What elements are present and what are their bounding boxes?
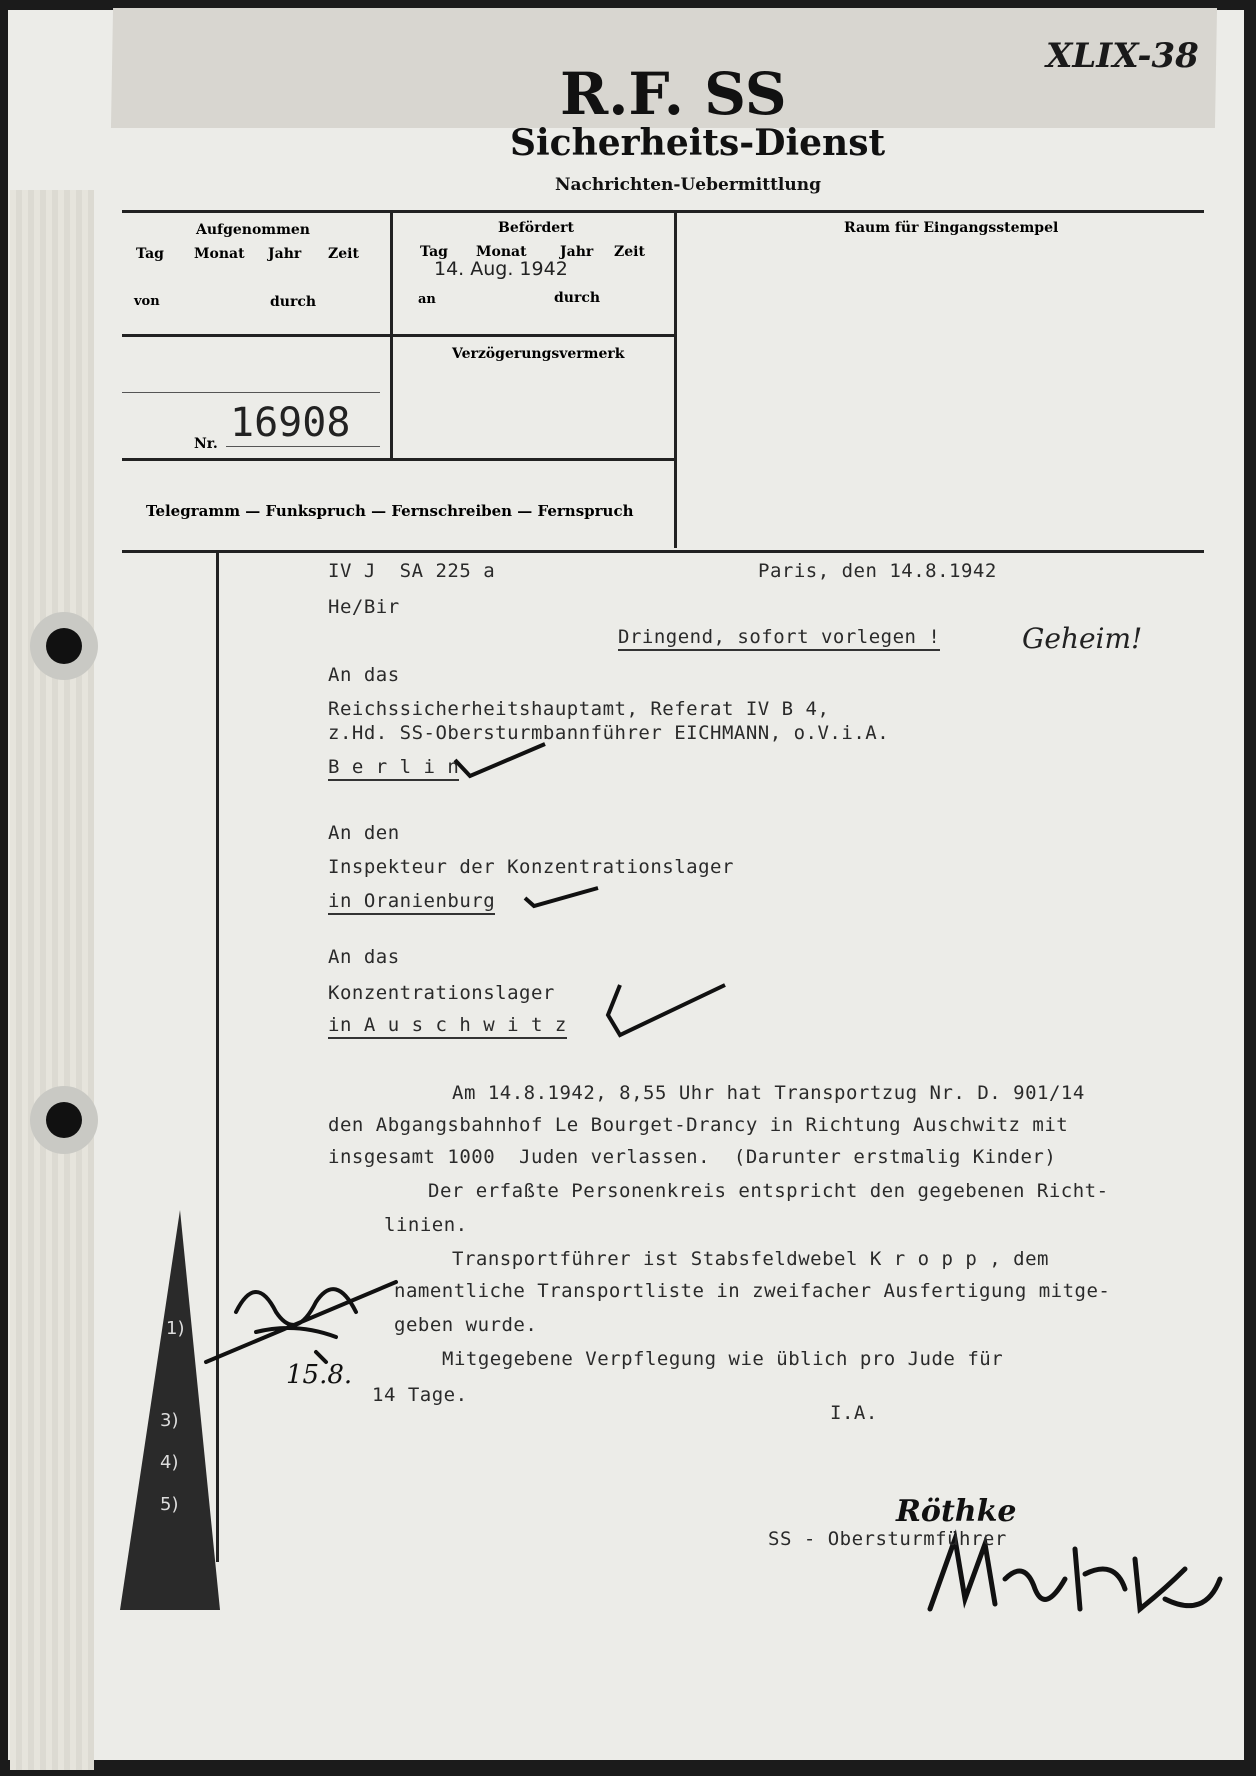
transmission-types: Telegramm — Funkspruch — Fernschreiben — Fernspruch xyxy=(146,502,634,520)
form-rule xyxy=(122,334,674,337)
recipient2-line2: Inspekteur der Konzentrationslager xyxy=(328,856,734,878)
punch-hole xyxy=(46,628,82,664)
number-label: Nr. xyxy=(194,436,218,452)
punch-hole xyxy=(46,1102,82,1138)
margin-rule xyxy=(216,552,219,1562)
forwarded-date-stamp: 14. Aug. 1942 xyxy=(434,258,568,280)
forwarded-col: Jahr xyxy=(560,244,594,260)
signatory-rank: SS - Obersturmführer xyxy=(768,1528,1007,1550)
recipient1-city: B e r l i n xyxy=(328,756,459,781)
body-line: geben wurde. xyxy=(394,1314,538,1336)
reference: IV J SA 225 a xyxy=(328,560,496,582)
margin-initials-scrawl xyxy=(196,1252,436,1372)
checkmark-icon xyxy=(520,880,600,910)
received-col: Zeit xyxy=(328,246,359,262)
received-col: Jahr xyxy=(268,246,302,262)
received-col: Tag xyxy=(136,246,164,262)
delay-label: Verzögerungsvermerk xyxy=(452,346,625,362)
initials: He/Bir xyxy=(328,596,400,618)
forwarded-durch: durch xyxy=(554,290,601,306)
forwarded-col: Tag xyxy=(420,244,448,260)
received-header: Aufgenommen xyxy=(196,222,310,238)
form-bottom-rule xyxy=(122,550,1204,553)
received-col: Monat xyxy=(194,246,245,262)
forwarded-header: Befördert xyxy=(498,220,575,236)
binding-strip xyxy=(10,190,94,1770)
number-underline xyxy=(226,446,380,447)
forwarded-col: Zeit xyxy=(614,244,645,260)
body-line: Transportführer ist Stabsfeldwebel K r o p p , dem xyxy=(452,1248,1049,1270)
received-durch: durch xyxy=(270,294,317,310)
recipient3-city: in A u s c h w i t z xyxy=(328,1014,567,1039)
form-top-rule xyxy=(122,210,1204,213)
body-line: Mitgegebene Verpflegung wie üblich pro Jude für xyxy=(442,1348,1004,1370)
stamp-label: Raum für Eingangsstempel xyxy=(844,220,1059,236)
body-line: namentliche Transportliste in zweifacher Ausfertigung mitge- xyxy=(394,1280,1111,1302)
body-line: linien. xyxy=(384,1214,468,1236)
body-line: Am 14.8.1942, 8,55 Uhr hat Transportzug Nr. D. 901/14 xyxy=(452,1082,1085,1104)
body-line: 14 Tage. xyxy=(372,1384,468,1406)
margin-number: 5) xyxy=(160,1494,179,1515)
recipient1-line1: An das xyxy=(328,664,400,686)
forwarded-col: Monat xyxy=(476,244,527,260)
recipient2-city: in Oranienburg xyxy=(328,890,495,915)
message-number: 16908 xyxy=(230,400,351,446)
form-rule xyxy=(122,458,674,461)
recipient2-line1: An den xyxy=(328,822,400,844)
margin-number: 3) xyxy=(160,1410,179,1431)
body-line: den Abgangsbahnhof Le Bourget-Drancy in Richtung Auschwitz mit xyxy=(328,1114,1069,1136)
body-line: insgesamt 1000 Juden verlassen. (Darunter erstmalig Kinder) xyxy=(328,1146,1057,1168)
letterhead-service: Sicherheits-Dienst xyxy=(510,122,886,164)
form-divider xyxy=(674,210,677,548)
recipient3-line1: An das xyxy=(328,946,400,968)
margin-number: 1) xyxy=(166,1318,185,1339)
i-a-label: I.A. xyxy=(830,1402,878,1424)
margin-date: 15.8. xyxy=(286,1360,353,1390)
place-date: Paris, den 14.8.1942 xyxy=(758,560,997,582)
margin-number: 4) xyxy=(160,1452,179,1473)
letterhead-subtitle: Nachrichten-Uebermittlung xyxy=(555,175,821,195)
received-von: von xyxy=(134,294,160,309)
letterhead-title: R.F. SS xyxy=(560,60,787,128)
number-rule xyxy=(122,392,380,393)
urgency-handwritten: Geheim! xyxy=(1022,622,1143,655)
archive-reference: XLIX-38 xyxy=(1046,36,1199,76)
urgency-note: Dringend, sofort vorlegen ! xyxy=(618,626,940,651)
checkmark-icon xyxy=(450,740,550,780)
checkmark-icon xyxy=(600,980,730,1040)
signature-name: Röthke xyxy=(896,1494,1017,1529)
recipient1-line2: Reichssicherheitshauptamt, Referat IV B 4, xyxy=(328,698,830,720)
recipient3-line2: Konzentrationslager xyxy=(328,982,555,1004)
recipient1-line3: z.Hd. SS-Obersturmbannführer EICHMANN, o.V.i.A. xyxy=(328,722,890,744)
forwarded-an: an xyxy=(418,292,436,307)
body-line: Der erfaßte Personenkreis entspricht den gegebenen Richt- xyxy=(428,1180,1109,1202)
